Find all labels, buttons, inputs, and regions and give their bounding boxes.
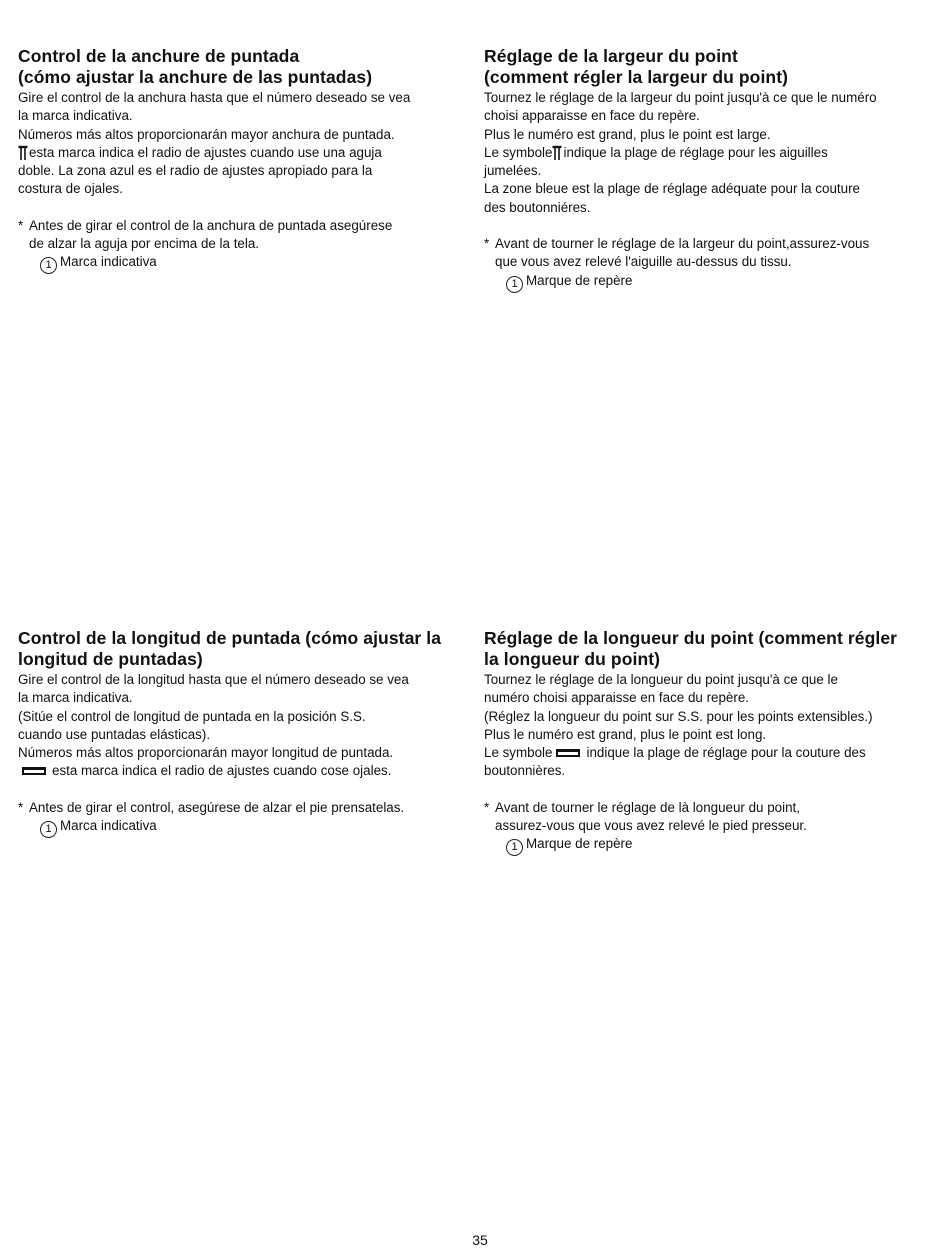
length-title-spanish: Control de la longitud de puntada (cómo ajustar la longitud de puntadas) [18,628,442,669]
length-paragraph-1: Gire el control de la longitud hasta que el número deseado se vea la marca indicativa. [18,672,409,706]
largeur-paragraph-3: Le symbole indique la plage de réglage pour les aiguilles jumelées. [484,144,828,179]
circled-number-icon: 1 [506,276,523,293]
width-section-french [484,46,944,293]
page-number: 35 [472,1232,488,1248]
largeur-paragraph-2: Plus le numéro est grand, plus le point est large. [484,126,771,142]
width-title-spanish: Control de la anchure de puntada (cómo ajustar la anchure de las puntadas) [18,46,373,87]
twin-needle-icon [18,145,28,160]
length-note: * Antes de girar el control, asegúrese de alzar el pie prensatelas. [18,799,405,815]
circled-number-icon: 1 [40,257,57,274]
width-paragraph-2: Números más altos proporcionarán mayor anchura de puntada. [18,126,395,142]
length-title-french: Réglage de la longueur du point (comment régler la longueur du point) [484,628,898,669]
width-note: * Antes de girar el control de la anchura de puntada asegúrese de alzar la aguja por encima de la tela. [18,217,393,252]
buttonhole-range-icon [556,749,580,757]
largeur-paragraph-1: Tournez le réglage de la largeur du point jusqu'à ce que le numéro choisi apparaisse en face du repère. [484,90,877,124]
longueur-paragraph-1: Tournez le réglage de la longueur du point jusqu'à ce que le numéro choisi apparaisse en face du repère. [484,672,838,706]
longueur-marker-legend: 1 Marque de repère [484,835,944,856]
longueur-paragraph-4: Le symbole indique la plage de réglage pour la couture des boutonnières. [484,745,866,779]
width-section-spanish [18,46,478,274]
width-marker-legend: 1 Marca indicativa [18,253,478,274]
length-paragraph-3: Números más altos proporcionarán mayor longitud de puntada. [18,745,394,761]
buttonhole-range-icon [22,767,46,775]
circled-number-icon: 1 [40,821,57,838]
twin-needle-icon [552,145,562,160]
largeur-note: * Avant de tourner le réglage de la largeur du point,assurez-vous que vous avez relevé l'aiguille au-dessus du tissu. [484,236,870,270]
largeur-paragraph-4: La zone bleue est la plage de réglage adéquate pour la couture des boutonniéres. [484,181,860,215]
length-paragraph-2: (Sitúe el control de longitud de puntada en la posición S.S. cuando use puntadas elásticas). [18,708,366,742]
longueur-paragraph-2: (Réglez la longueur du point sur S.S. pour les points extensibles.) [484,708,873,724]
length-paragraph-4: esta marca indica el radio de ajustes cuando cose ojales. [18,762,478,780]
length-marker-legend: 1 Marca indicativa [18,817,478,838]
longueur-note: * Avant de tourner le réglage de là longueur du point, assurez-vous que vous avez relevé le pied presseur. [484,799,807,834]
width-paragraph-3: esta marca indica el radio de ajustes cuando use una aguja doble. La zona azul es el radio de ajustes apropiado para la costura de ojales. [18,144,382,197]
largeur-marker-legend: 1 Marque de repère [484,272,944,293]
length-section-spanish [18,628,478,838]
circled-number-icon: 1 [506,839,523,856]
longueur-paragraph-3: Plus le numéro est grand, plus le point est long. [484,726,767,742]
width-title-french: Réglage de la largeur du point (comment régler la largeur du point) [484,46,789,87]
length-section-french [484,628,944,856]
width-paragraph-1: Gire el control de la anchura hasta que el número deseado se vea la marca indicativa. [18,90,411,124]
